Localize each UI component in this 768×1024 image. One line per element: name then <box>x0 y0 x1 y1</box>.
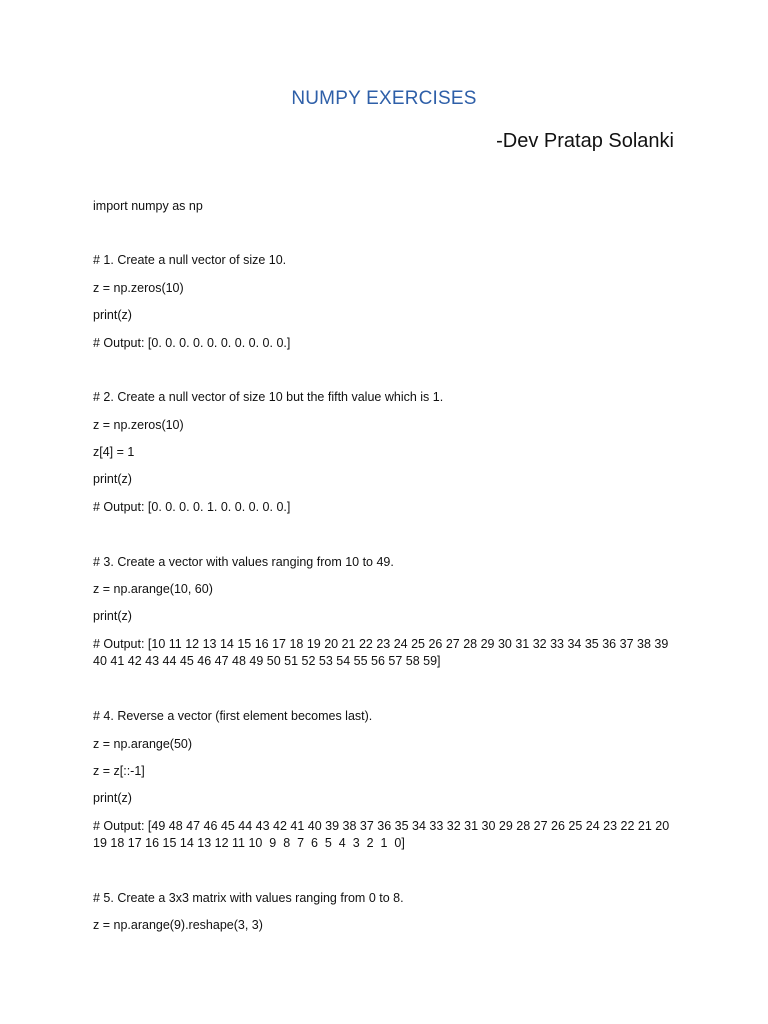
exercise-1-code-line: print(z) <box>93 308 132 322</box>
exercise-2-output: # Output: [0. 0. 0. 0. 1. 0. 0. 0. 0. 0.] <box>93 500 291 514</box>
exercise-1-output: # Output: [0. 0. 0. 0. 0. 0. 0. 0. 0. 0.] <box>93 336 291 350</box>
exercise-3-code-line: print(z) <box>93 609 132 623</box>
exercise-3-output: # Output: [10 11 12 13 14 15 16 17 18 19 20 21 22 23 24 25 26 27 28 29 30 31 32 33 34 35 36 37 38 39 40 41 42 43 44 45 46 47 48 49 50 51 52 53 54 55 56 57 58 59] <box>93 637 669 668</box>
exercise-5-comment: # 5. Create a 3x3 matrix with values ranging from 0 to 8. <box>93 891 404 905</box>
import-line: import numpy as np <box>93 199 203 213</box>
exercise-1-comment: # 1. Create a null vector of size 10. <box>93 253 287 267</box>
exercise-1-code-line: z = np.zeros(10) <box>93 281 184 295</box>
exercise-5-code-line: z = np.arange(9).reshape(3, 3) <box>93 918 263 932</box>
document-author: -Dev Pratap Solanki <box>496 130 674 152</box>
exercise-2-code-line: print(z) <box>93 472 132 486</box>
exercise-4-code-line: z = np.arange(50) <box>93 737 193 751</box>
exercise-4-comment: # 4. Reverse a vector (first element becomes last). <box>93 709 373 723</box>
document-title: NUMPY EXERCISES <box>291 88 477 109</box>
exercise-4-code-line: print(z) <box>93 791 132 805</box>
exercise-2-code-line: z[4] = 1 <box>93 445 135 459</box>
exercise-3-comment: # 3. Create a vector with values ranging from 10 to 49. <box>93 555 394 569</box>
exercise-3-code-line: z = np.arange(10, 60) <box>93 582 213 596</box>
exercise-4-output: # Output: [49 48 47 46 45 44 43 42 41 40 39 38 37 36 35 34 33 32 31 30 29 28 27 26 25 24 23 22 21 20 19 18 17 16 15 14 13 12 11 10 9 8 7 6 5 4 3 2 1 0] <box>93 819 673 850</box>
exercise-2-comment: # 2. Create a null vector of size 10 but the fifth value which is 1. <box>93 390 444 404</box>
exercise-2-code-line: z = np.zeros(10) <box>93 418 184 432</box>
exercise-4-code-line: z = z[::-1] <box>93 764 145 778</box>
